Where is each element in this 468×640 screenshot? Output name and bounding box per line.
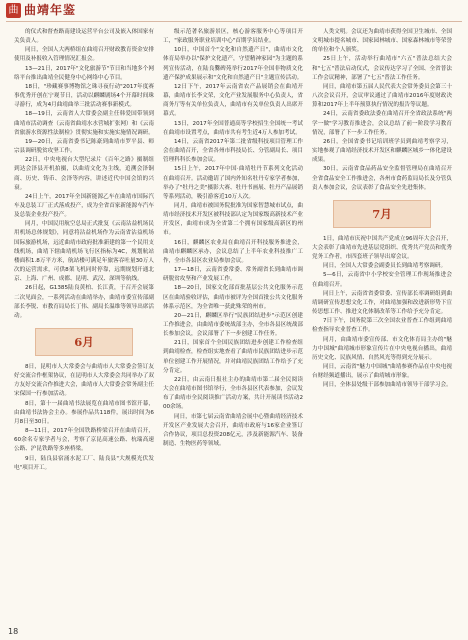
paragraph: 的仪式和督查路南建设运营平台公司及嵌入体国家有关负责人。	[14, 29, 154, 45]
paragraph: 10日，中国首个"文化和自然遗产日"，曲靖市文化体育局举办以"保护文化遗产，守望精神家园"为主题的系列宣传活动，在陆良爨碑苑举行2017年全国非物质文化遗产保护成果展示和"文化和自然遗产日"主题宣传活动。	[163, 47, 303, 81]
paragraph: 22日，中央电视台大型纪录片《百年之路》摄制组到达会泽县开机拍摄，以曲靖文化为主线，追溯会泽铜商、历史、铸币、会泽等内容，讲述近代中国会馆的兴衰。	[14, 157, 154, 191]
paragraph: 15日上午，2017年中国·曲靖牡丹节系列文化活动在曲靖召开。活动邀请了国内外知名牡丹专家学者参加，举办了"牡丹之美"摄影大赛、牡丹书画展、牡丹产品展销等系列活动，吸引游客近10万人次。	[163, 166, 303, 200]
paragraph: 同日，市第七届云南省曲靖会展中心暨曲靖经济技术开发区产业发展大会召开，曲靖市政府与16家企业签订合作协议，项目总投资208亿元，涉及新能源汽车、装备制造、生物医药等领域。	[163, 413, 303, 448]
paragraph: 8日，第十一届曲靖书法展览在曲靖市图书馆开幕，由曲靖书法协会主办。参展作品共118件，展出时间为6月8日至30日。	[14, 400, 154, 425]
paragraph: 20—21日，麒麟区举行"民族团结进步"示范区创建工作推进会，由曲靖市委统战部主办，全市各县区统战部长参加会议，会议部署了下一步创建工作任务。	[163, 312, 303, 338]
paragraph: 25日上午，活动举行曲靖市"六五"普法总结大会和"七五"普法启动仪式，会议传达学习了全国、全省普法工作会议精神，部署了"七五"普法工作任务。	[312, 56, 452, 81]
paragraph: 同月，由曲靖市委宣传部、市文化体育局主办的"魅力中国城"曲靖城市形象宣传片在中央电视台播出，曲靖历史文化、民族风情、自然风光等得到充分展示。	[312, 336, 452, 361]
paragraph: 同日，曲靖市第五届人民代表大会常务委员会第三十八次会议召开，会议审议通过了曲靖市2016年度财政决算和2017年上半年预算执行情况的报告等议题。	[312, 83, 452, 109]
paragraph: 13日，2017年全国普通高等学校招生全国统一考试在曲靖市设置考点，曲靖市共有考生近4万人参加考试。	[163, 120, 303, 136]
paragraph: 18—20日，国家文化部首批基层公共文化服务示范区在曲靖验收评估，曲靖市被评为全国首批公共文化服务体系示范区，为全省唯一获此殊荣的州市。	[163, 285, 303, 310]
paragraph: 人类文明。会议还为曲靖市获得全国卫生城市、全国文明城市提名城市、国家园林城市、国家森林城市等荣誉的单位和个人颁奖。	[312, 29, 452, 54]
text-column-right	[312, 28, 452, 390]
paragraph: 级示范著名旅游景区，核心游客服务中心等项目开工，"家政服务职业培训中心"首期学员结业。	[163, 29, 303, 45]
page-header	[0, 0, 468, 22]
paragraph: 5—6日，云南省中小学校安全管理工作现场推进会在曲靖召开。	[312, 272, 452, 288]
paragraph: 8日，昆明市人大常委会与曲靖市人大常委会签订友好交流合作框架协议，在昆明市人大常委会共同举办了双方友好交流合作推进大会，曲靖市人大常委会常务副主任宋保国一行参加活动。	[14, 364, 154, 398]
paragraph: 26日，全国省委书记培训班学员到曲靖考察学习，实地参观了曲靖经济技术开发区和麒麟区城乡一体化建设成果。	[312, 138, 452, 164]
month-heading: 6月	[35, 328, 133, 356]
paragraph: 9日，陆良县宿涌水泥工厂、陆良县"大规模光伏发电"项目开工。	[14, 455, 154, 471]
text-column-left	[14, 28, 154, 473]
paragraph: 12日下午，2017年云南省农产品展销会在曲靖开幕，曲靖市长李文荣，文化产业发展服务中心负责人，省商务厅等有关单位负责人，曲靖市有关单位负责人出席开幕式。	[163, 83, 303, 118]
text-column-middle	[163, 28, 303, 449]
paragraph: 同日，全体县处级干部参加曲靖市领导干部学习会。	[323, 382, 452, 389]
paragraph: 30日，云南省食品药品安全监督管理局在曲靖召开全省食品安全工作推进会，各州市食药监局局长及分管负责人参加会议，会议表彰了食品安全先进集体。	[312, 166, 452, 191]
paragraph: 同月，中国民用航空总局正式批复《云南沾益机场民用机场总体规划》，同意将沾益机场作为云南省沾益机场国际旅游机场，远近曲靖市政府批准新建的第一个民用支线机场，曲靖下辖曲靖机场飞行区指标为4C，规划航站楼面积1.8万平方米，航站楼可满足年旅客吞吐量30万人次的运营需求，可供8架飞机同时停靠，远期规划开通北京、上海、广州、成都、昆明、武汉、深圳等航线。	[14, 221, 154, 283]
paragraph: 1日，曲靖市庆祝中国共产党成立96周年大会召开，大会表彰了曲靖市先进基层党组织、优秀共产党员和优秀党务工作者，市四套班子领导出席会议。	[312, 235, 452, 261]
paragraph: 17—18日，云南省委常委、常务副省长到曲靖市调研脱贫攻坚和产业发展工作。	[163, 267, 303, 283]
paragraph: 16日，麒麟区农业局在曲靖召开科技服务推进会，曲靖市麒麟区承办，会议总结了上半年农业科技推广工作，全市各县区农业局参加会议。	[163, 239, 303, 264]
paragraph: 同日，云南省"魅力中国城"曲靖参赛作品在中央电视台财经频道播出，展示了曲靖城市形象。	[312, 364, 452, 380]
yearbook-logo-icon: 曲	[6, 3, 21, 18]
paragraph: 21日，国家首个全国民族团结进步创建工作检查组到曲靖检查，检查组实地查看了曲靖市民族团结进步示范单位创建工作开展情况，并对曲靖民族团结工作给予了充分肯定。	[163, 340, 303, 374]
paragraph: 同日上午，云南省省委常委、宣传部长率调研组到曲靖调研宣传思想文化工作，对曲靖加强和改进新形势下宣传思想工作、推进文化体制改革等工作给予充分肯定。	[312, 290, 452, 316]
paragraph: 7日下午，国务院第三次全国农业普查工作组到曲靖检查指导农业普查工作。	[312, 318, 452, 334]
paragraph: 26日起，G1385陆良黄柏、长江黄，于召开会展第二次见面会，一系列活动在曲靖举办，曲靖市委宣传部副部长李锐、市教育局局长丁伟、副局长温维等领导出席活动。	[14, 285, 154, 319]
page-number: 18	[8, 627, 19, 636]
paragraph: 24日上午，2017年全国新能源乙车在曲靖市国际汽车及总装工厂正式落成投产，成为全省首家新能源车汽车及总装企业投产投产。	[14, 193, 154, 219]
paragraph: 14日，云南省2017年第二批省级科技项目管理工作会在曲靖召开，全省各州市科技局长、分管副局长、项目管理科科长参加会议。	[163, 138, 303, 164]
paragraph: 18日，"珍藏赛事博物馆之珠寻夜行动"2017年度赛事优秀开创在宁观节日，活动以麒麟剧场4个开幕时间珠寻游行，成为4月曲靖曲举三批活动赛事新模式。	[14, 83, 154, 109]
paragraph: 同日，全国人大两桥组在曲靖召开财政教育资金安排使用及补报收入管理情况汇报会。	[14, 47, 154, 63]
paragraph: 8—11日，2017年全国铁路桥梁召开在曲靖召开，60余名专家学者与会，考察了京昆高速公路、杭瑞高速公路、沪昆铁路等多座桥梁。	[14, 428, 154, 453]
paragraph: 18—19日，云南省人大常委会副主任韩爱国带领到曲靖市活动调查（云南省曲靖水水营城扩张网）和《云南省旅游水资源性法制检》贯彻实施和实施实施情况调研。	[14, 111, 154, 136]
header-divider	[6, 21, 462, 22]
paragraph: 13—21日，2017年"文化旅游节"节日和当地多个网络平台推出曲靖全民健身中心网络中心节目。	[14, 65, 154, 81]
paragraph: 22日，由云南日报社主办的曲靖市第二届全民阅读大会在曲靖市图书馆举行，全市各县区代表参加，会议发布了曲靖市全民阅读推广活动方案，共计开展读书活动200余场。	[163, 376, 303, 411]
paragraph: 19—20日，云南省委书记陈豪到曲靖市罗平县、师宗县调研脱贫攻坚工作。	[14, 138, 154, 155]
running-head-title: 曲靖年鉴	[24, 3, 77, 17]
paragraph: 同月，曲靖市被国务院批准为国家智慧城市试点，曲靖市经济技术开发区被科技部认定为国家级高新技术产业开发区，曲靖市成为全省第二个拥有国家级高新区的州市。	[163, 202, 303, 237]
paragraph: 24日，云南省委政法委在曲靖召开全省政法系统"两学一做"学习教育推进会，会议总结了前一阶段学习教育情况，部署了下一步工作任务。	[312, 111, 452, 136]
paragraph: 同日，全国人大常委会副委员长到曲靖考察调研。	[323, 263, 447, 270]
month-heading: 7月	[333, 200, 431, 228]
